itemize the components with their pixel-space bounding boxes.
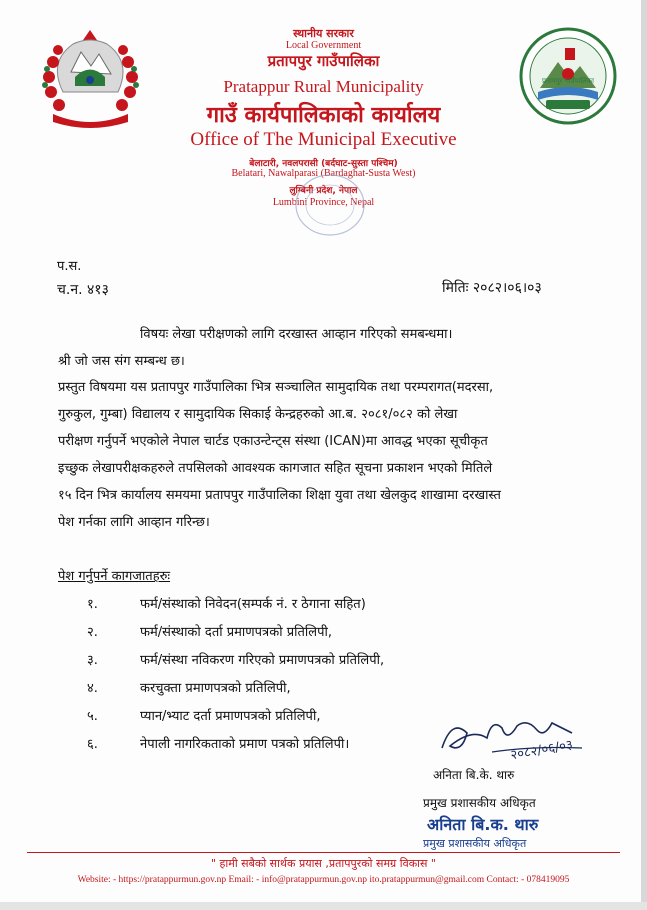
header-province-en: Lumbini Province, Nepal — [272, 197, 375, 208]
office-seal-stamp — [290, 170, 370, 240]
ref-date: मितिः २०८२।०६।०३ — [442, 280, 542, 296]
doc-item: प्यान/भ्याट दर्ता प्रमाणपत्रको प्रतिलिपी, — [140, 709, 321, 724]
page-bottom-edge — [0, 902, 647, 910]
body-line: १५ दिन भित्र कार्यालय समयमा प्रतापपुर गाउँपालिका शिक्षा युवा तथा खेलकुद शाखामा दरखास्त — [58, 488, 501, 503]
header-address-np: बेलाटारी, नवलपरासी (बर्दघाट-सुस्ता पश्चिम) — [249, 159, 398, 169]
ref-ps-label: प.स. — [57, 259, 82, 274]
header-office-en: Office of The Municipal Executive — [190, 129, 457, 150]
doc-item: फर्म/संस्थाको निवेदन(सम्पर्क नं. र ठेगाना सहित) — [140, 597, 366, 612]
doc-number: ५. — [87, 709, 98, 724]
footer-contact: Website: - https://pratappurmun.gov.np Email: - info@pratappurmun.gov.np ito.pratappurmun@gmail.com Contact: - 078419095 — [77, 875, 570, 885]
page-edge-shadow — [641, 0, 647, 910]
header-local-government-np: स्थानीय सरकार — [293, 27, 354, 40]
doc-item: नेपाली नागरिकताको प्रमाण पत्रको प्रतिलिपी। — [140, 737, 350, 752]
doc-number: १. — [87, 597, 98, 612]
ref-cn-number: च.न. ४१३ — [57, 282, 109, 298]
signatory-name: अनिता बि.के. थारु — [433, 768, 515, 782]
footer-divider — [27, 852, 620, 853]
right-logo-caption: प्रतापपुर गाउँपालिका — [542, 77, 594, 85]
doc-number: ६. — [87, 737, 98, 752]
body-line: इच्छुक लेखापरीक्षकहरुले तपसिलको आवश्यक कागजात सहित सूचना प्रकाशन भएको मितिले — [58, 461, 493, 476]
doc-number: ३. — [87, 653, 98, 668]
salutation: श्री जो जस संग सम्बन्ध छ। — [58, 354, 185, 369]
header-municipality-np: प्रतापपुर गाउँपालिका — [267, 52, 380, 70]
header-municipality-en: Pratappur Rural Municipality — [223, 77, 424, 96]
doc-item: करचुक्ता प्रमाणपत्रको प्रतिलिपी, — [140, 681, 291, 696]
body-line: परीक्षण गर्नुपर्ने भएकोले नेपाल चार्टड एकाउन्टेन्ट्स संस्था (ICAN)मा आवद्ध भएका सूचीकृत — [58, 434, 488, 449]
documents-heading: पेश गर्नुपर्ने कागजातहरुः — [58, 569, 171, 584]
footer-slogan: " हामी सबैको सार्थक प्रयास ,प्रतापपुरको समग्र विकास " — [211, 857, 436, 870]
doc-item: फर्म/संस्था नविकरण गरिएको प्रमाणपत्रको प्रतिलिपी, — [140, 653, 385, 668]
header-address-en: Belatari, Nawalparasi (Bardaghat-Susta West) — [231, 168, 416, 179]
body-line: प्रस्तुत विषयमा यस प्रतापपुर गाउँपालिका भित्र सञ्चालित सामुदायिक तथा परम्परागत(मदरसा, — [58, 380, 494, 395]
signatory-title: प्रमुख प्रशासकीय अधिकृत — [423, 796, 536, 810]
title-stamp: प्रमुख प्रशासकीय अधिकृत — [423, 837, 527, 850]
body-line: गुरुकुल, गुम्बा) विद्यालय र सामुदायिक सिकाई केन्द्रहरुको आ.ब. २०८१/०८२ को लेखा — [58, 407, 458, 422]
doc-number: ४. — [87, 681, 98, 696]
signature-date: २०८२/०६/०३ — [509, 737, 574, 764]
header-local-government-en: Local Government — [285, 40, 362, 51]
doc-number: २. — [87, 625, 98, 640]
subject-line: विषयः लेखा परीक्षणको लागि दरखास्त आव्हान गरिएको समबन्धमा। — [140, 327, 453, 342]
body-line: पेश गर्नका लागि आव्हान गरिन्छ। — [58, 515, 210, 530]
name-stamp: अनिता बि.क. थारु — [427, 815, 539, 834]
header-province-np: लुम्बिनी प्रदेश, नेपाल — [289, 186, 358, 196]
header-office-np: गाउँ कार्यपालिकाको कार्यालय — [206, 103, 441, 128]
doc-item: फर्म/संस्थाको दर्ता प्रमाणपत्रको प्रतिलिपी, — [140, 625, 332, 640]
